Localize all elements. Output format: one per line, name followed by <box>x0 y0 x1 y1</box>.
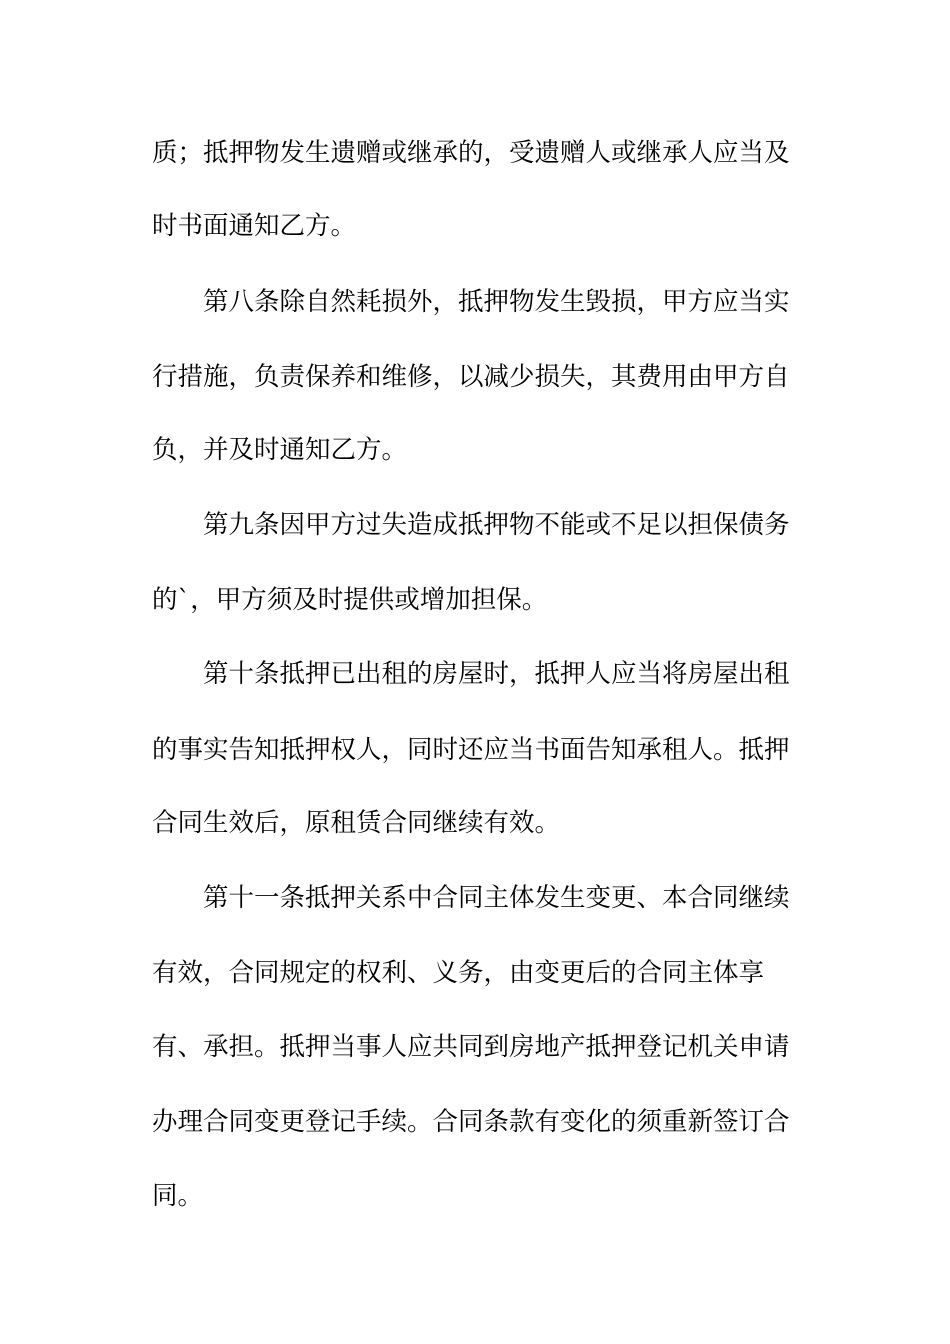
paragraph-article-10: 第十条抵押已出租的房屋时，抵押人应当将房屋出租 <box>203 659 790 689</box>
text-line: 办理合同变更登记手续。合同条款有变化的须重新签订合 <box>152 1107 790 1137</box>
text-line: 有、承担。抵押当事人应共同到房地产抵押登记机关申请 <box>152 1032 790 1062</box>
text-line: 合同生效后，原租赁合同继续有效。 <box>152 808 561 838</box>
text-line: 负，并及时通知乙方。 <box>152 435 408 465</box>
paragraph-article-11: 第十一条抵押关系中合同主体发生变更、本合同继续 <box>203 883 790 913</box>
paragraph-article-9: 第九条因甲方过失造成抵押物不能或不足以担保债务 <box>203 510 790 540</box>
paragraph-article-8: 第八条除自然耗损外，抵押物发生毁损，甲方应当实 <box>203 287 790 317</box>
text-line: 时书面通知乙方。 <box>152 211 357 241</box>
text-line: 的事实告知抵押权人，同时还应当书面告知承租人。抵押 <box>152 735 790 765</box>
text-line: 的`，甲方须及时提供或增加担保。 <box>152 585 548 615</box>
text-line: 有效，合同规定的权利、义务，由变更后的合同主体享 <box>152 958 765 988</box>
text-line: 质；抵押物发生遗赠或继承的，受遗赠人或继承人应当及 <box>152 138 790 168</box>
text-line: 行措施，负责保养和维修，以减少损失，其费用由甲方自 <box>152 362 790 392</box>
text-line: 同。 <box>152 1181 204 1211</box>
